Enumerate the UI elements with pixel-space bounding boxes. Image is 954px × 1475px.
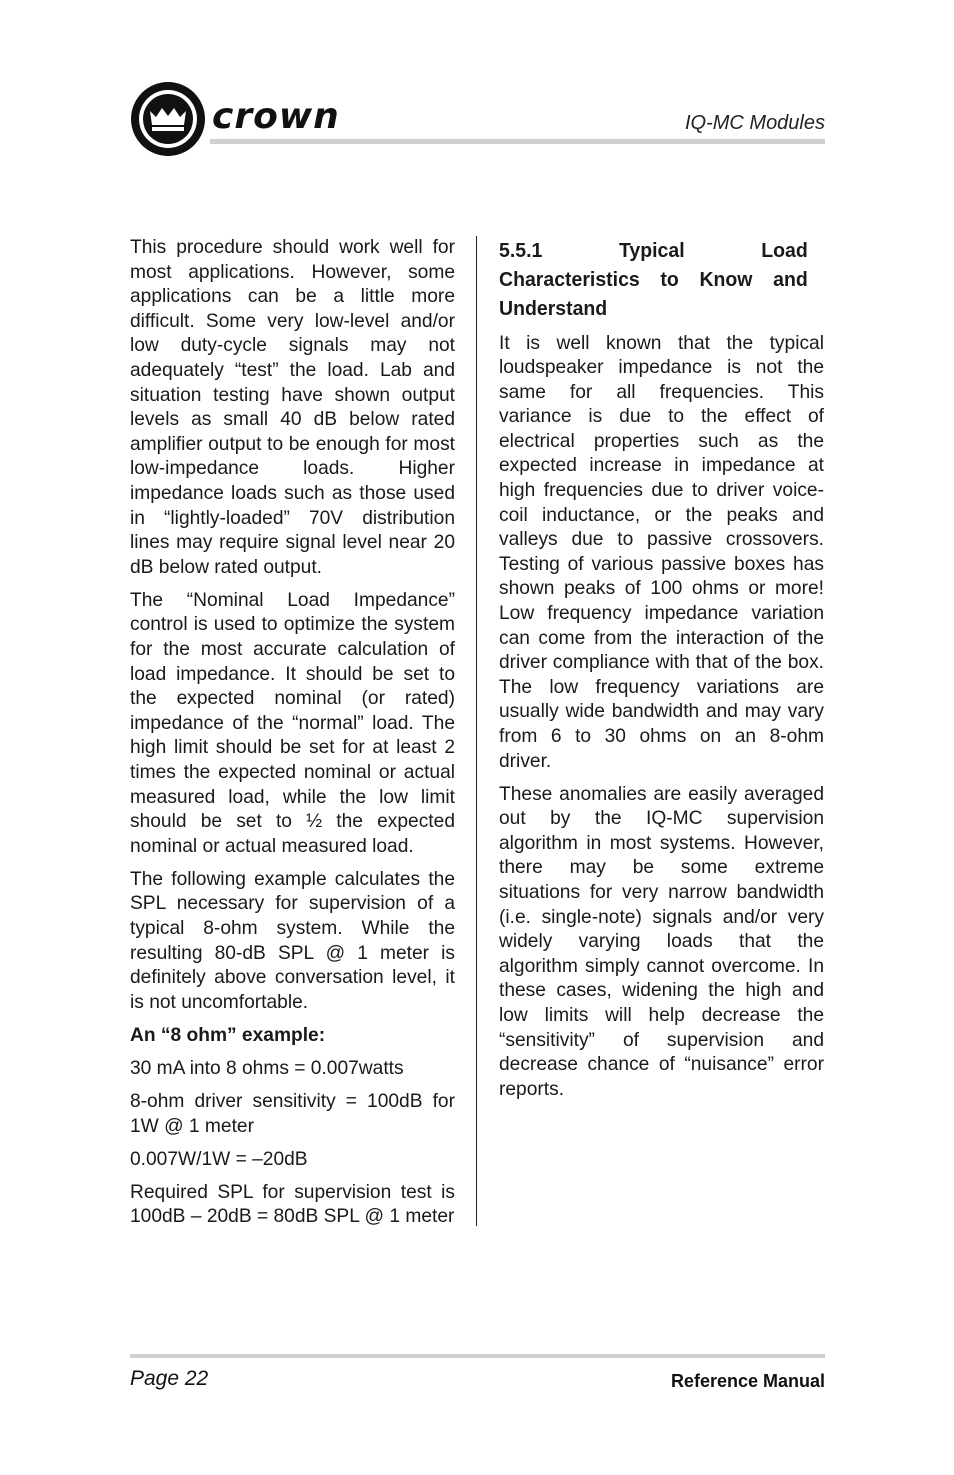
- section-heading: 5.5.1 Typical Load Characteristics to Know and Understand: [499, 239, 808, 320]
- paragraph: These anomalies are easily averaged out by the IQ-MC supervision algorithm in most systems. However, there may be some extreme situations for very narrow bandwidth (i.e. single-note) signals and/or very widely varying loads that the algorithm simply cannot overcome. In these cases, widening the high and low limits will help decrease the “sensitivity” of supervision and decrease chance of “nuisance” error reports.: [499, 783, 824, 1100]
- manual-title: Reference Manual: [670, 1371, 825, 1391]
- paragraph: This procedure should work well for most applications. However, some applications can be a little more difficult. Some very low-level and/or low duty-cycle signals may not adequately “test” the load. Lab and situation testing have shown output levels as small 40 dB below rated amplifier output to be enough for most low-impedance loads. Higher impedance loads such as those used in “lightly-loaded” 70V distribution lines may require signal level near 20 dB below rated output.: [130, 237, 455, 578]
- column-divider: [476, 236, 477, 1226]
- example-line: Required SPL for supervision test is 100dB – 20dB = 80dB SPL @ 1 meter: [130, 1181, 455, 1228]
- paragraph: The “Nominal Load Impedance” control is used to optimize the system for the most accurate calculation of load impedance. It should be set to the expected nominal (or rated) impedance of the “normal” load. The high limit should be set for at least 2 times the expected nominal or actual measured load, while the low limit should be set to ½ the expected nominal or actual measured load.: [130, 589, 455, 857]
- paragraph: The following example calculates the SPL necessary for supervision of a typical 8-ohm system. While the resulting 80-dB SPL @ 1 meter is definitely above conversation level, it is not uncomfortable.: [130, 868, 455, 1013]
- right-column: [499, 236, 824, 1111]
- brand-wordmark: crown: [212, 96, 340, 137]
- example-line: 8-ohm driver sensitivity = 100dB for 1W @ 1 meter: [130, 1091, 455, 1137]
- header-rule: [210, 139, 825, 144]
- section-title: IQ-MC Modules: [684, 112, 825, 134]
- footer-rule: [130, 1354, 825, 1358]
- crown-logo-icon: [130, 81, 206, 157]
- example-line: 30 mA into 8 ohms = 0.007watts: [130, 1058, 404, 1079]
- example-heading: An “8 ohm” example:: [130, 1024, 326, 1046]
- left-column: [130, 236, 455, 1239]
- paragraph: It is well known that the typical loudspeaker impedance is not the same for all frequencies. This variance is due to the effect of electrical properties such as the expected increase in impedance at high frequencies due to driver voice-coil inductance, or the peaks and valleys due to passive crossovers. Testing of various passive boxes has shown peaks of 100 ohms or more! Low frequency impedance variation can come from the interaction of the driver compliance with that of the box. The low frequency variations are usually wide bandwidth and may vary from 6 to 30 ohms on an 8-ohm driver.: [499, 332, 824, 772]
- example-line: 0.007W/1W = –20dB: [130, 1148, 308, 1170]
- page-number: Page 22: [130, 1367, 209, 1390]
